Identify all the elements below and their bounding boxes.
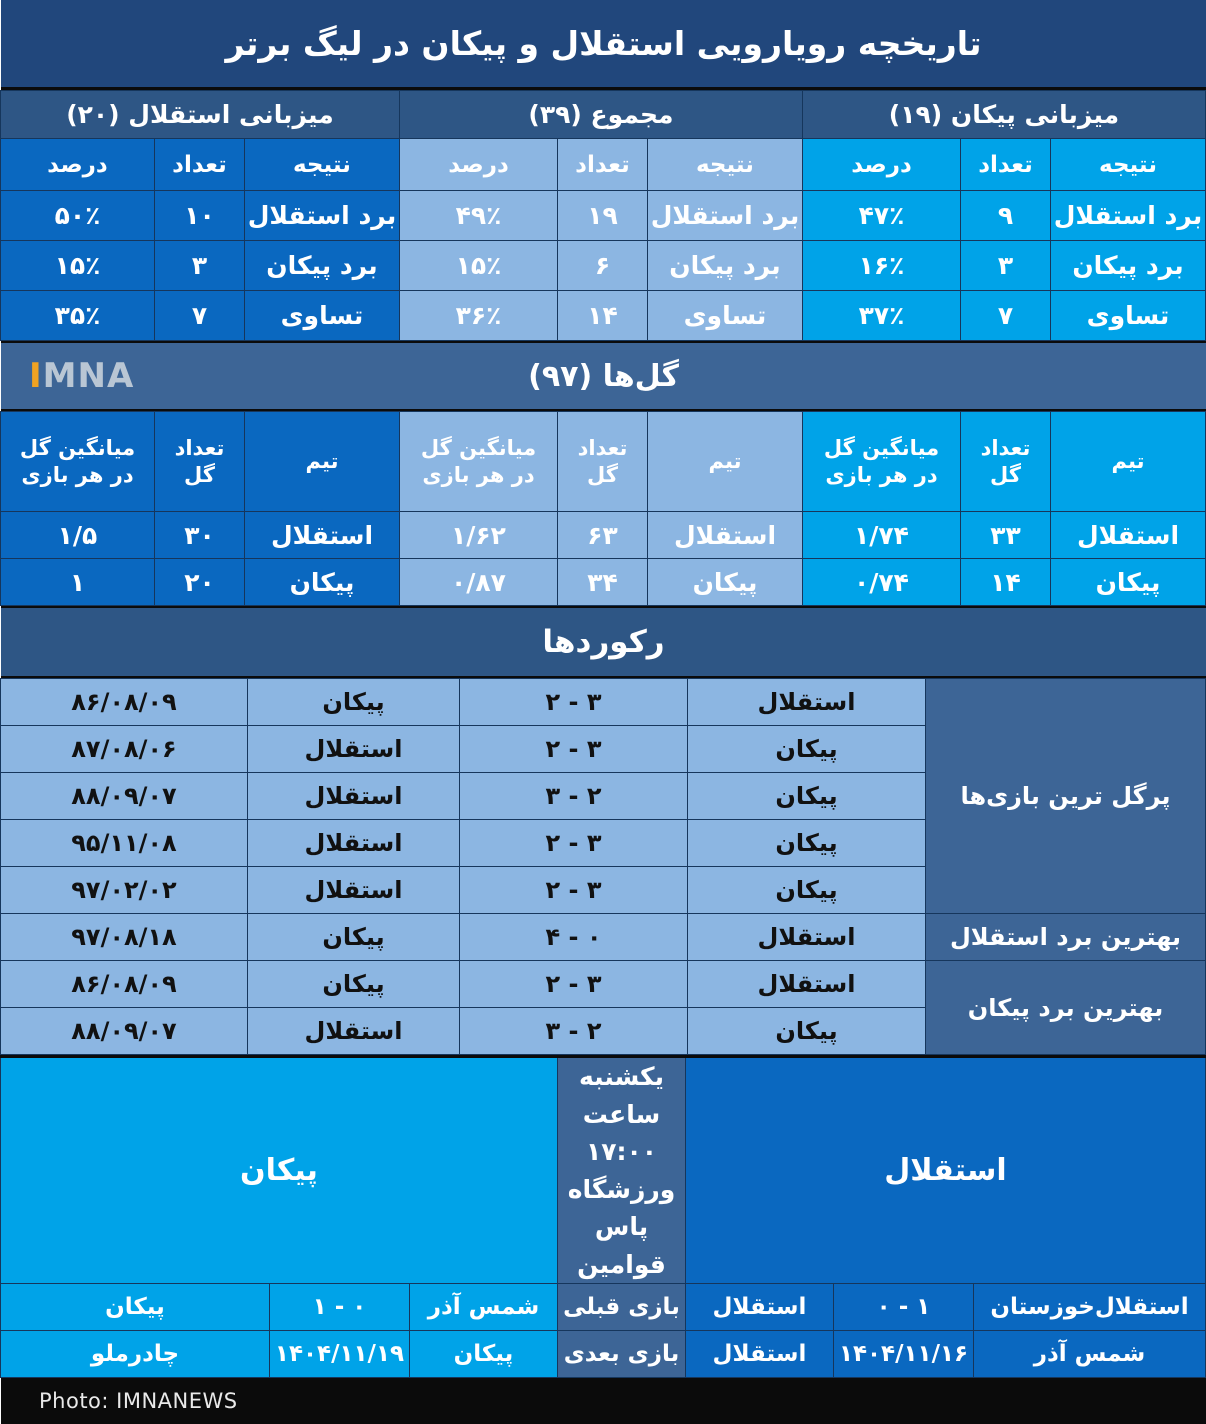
goals-header-title: گل‌ها (۹۷) (528, 358, 679, 394)
label-line-1: میانگین گل (19, 436, 136, 461)
cell-esteghlal-next-team: استقلال (685, 1331, 833, 1378)
col-header-count-total: تعداد (557, 139, 647, 191)
cell-result: تساوی (244, 291, 399, 341)
cell-goal-count: ۳۰ (155, 512, 245, 559)
col-header-team-esteghlal: تیم (245, 412, 400, 512)
cell-goal-count: ۳۴ (558, 559, 648, 606)
label-line-2: گل (587, 462, 618, 487)
col-header-count-paykan: تعداد (961, 139, 1051, 191)
goals-column-header-row (1, 412, 1206, 512)
results-group-header-row (0, 91, 1205, 139)
label-line-2: در هر بازی (21, 462, 134, 487)
cell-count: ۳ (154, 241, 244, 291)
cell-score: ۳ - ۲ (460, 820, 688, 867)
cell-goal-count: ۶۳ (558, 512, 648, 559)
cell-goal-avg: ۱ (1, 559, 155, 606)
cell-result: برد پیکان (1051, 241, 1206, 291)
cell-count: ۹ (961, 191, 1051, 241)
cell-date: ۸۶/۰۸/۰۹ (1, 679, 248, 726)
cell-percent: ۴۷٪ (802, 191, 960, 241)
table-row (0, 291, 1205, 341)
fixture-row-label-next: بازی بعدی (557, 1331, 685, 1378)
cell-away-team: استقلال (688, 679, 926, 726)
table-row (1, 679, 1206, 726)
cell-score: ۲ - ۳ (460, 1008, 688, 1055)
cell-esteghlal-next-date: ۱۴۰۴/۱۱/۱۶ (834, 1331, 974, 1378)
record-label-best-esteghlal: بهترین برد استقلال (926, 914, 1206, 961)
cell-date: ۹۷/۰۸/۱۸ (1, 914, 248, 961)
cell-percent: ۳۷٪ (802, 291, 960, 341)
cell-team: پیکان (648, 559, 803, 606)
col-header-team-paykan: تیم (1051, 412, 1206, 512)
cell-date: ۹۷/۰۲/۰۲ (1, 867, 248, 914)
goals-section-header (1, 341, 1206, 411)
fixture-kickoff-venue (557, 1057, 685, 1284)
cell-paykan-prev-score: ۰ - ۱ (269, 1284, 409, 1331)
results-column-header-row (0, 139, 1205, 191)
col-header-percent-paykan: درصد (802, 139, 960, 191)
logo-accent-letter: I (29, 356, 43, 396)
cell-paykan-next-date: ۱۴۰۴/۱۱/۱۹ (269, 1331, 409, 1378)
results-table (0, 90, 1206, 341)
fixture-previous-row (0, 1284, 1205, 1331)
photo-credit-bar (1, 1378, 1206, 1424)
label-line-1: میانگین گل (823, 436, 940, 461)
table-row (0, 241, 1205, 291)
records-table (0, 678, 1206, 1055)
cell-away-team: استقلال (688, 961, 926, 1008)
cell-home-team: پیکان (248, 914, 460, 961)
col-header-goal-avg-total (400, 412, 558, 512)
page-title: تاریخچه رویارویی استقلال و پیکان در لیگ برتر (225, 24, 982, 63)
label-line-2: در هر بازی (422, 462, 535, 487)
cell-score: ۳ - ۲ (460, 679, 688, 726)
cell-score: ۳ - ۲ (460, 726, 688, 773)
cell-count: ۷ (961, 291, 1051, 341)
cell-away-team: پیکان (688, 726, 926, 773)
cell-team: استقلال (1051, 512, 1206, 559)
cell-home-team: استقلال (248, 773, 460, 820)
cell-paykan-next-opponent: پیکان (409, 1331, 557, 1378)
cell-esteghlal-next-opponent: شمس آذر (974, 1331, 1206, 1378)
cell-home-team: استقلال (248, 726, 460, 773)
table-row (1, 559, 1206, 606)
cell-percent: ۱۶٪ (802, 241, 960, 291)
cell-team: پیکان (245, 559, 400, 606)
cell-result: برد استقلال (244, 191, 399, 241)
cell-score: ۳ - ۲ (460, 961, 688, 1008)
label-line-1: تعداد (577, 436, 628, 461)
cell-count: ۱۴ (557, 291, 647, 341)
fixture-next-row (0, 1331, 1205, 1378)
cell-esteghlal-prev-opponent: استقلال‌خوزستان (974, 1284, 1206, 1331)
imna-logo (29, 356, 135, 396)
col-header-percent-esteghlal: درصد (0, 139, 154, 191)
cell-away-team: پیکان (688, 1008, 926, 1055)
fixture-team-esteghlal: استقلال (685, 1057, 1205, 1284)
cell-result: برد پیکان (244, 241, 399, 291)
table-row (1, 961, 1206, 1008)
cell-home-team: استقلال (248, 867, 460, 914)
cell-away-team: پیکان (688, 867, 926, 914)
col-header-goal-count-esteghlal (155, 412, 245, 512)
records-section-header (1, 606, 1206, 678)
cell-count: ۱۰ (154, 191, 244, 241)
col-header-result-paykan: نتیجه (1051, 139, 1206, 191)
cell-score: ۰ - ۴ (460, 914, 688, 961)
cell-goal-avg: ۱/۷۴ (803, 512, 961, 559)
cell-team: پیکان (1051, 559, 1206, 606)
group-header-total: مجموع (۳۹) (399, 91, 802, 139)
fixture-row-label-previous: بازی قبلی (557, 1284, 685, 1331)
col-header-count-esteghlal: تعداد (154, 139, 244, 191)
cell-goal-count: ۳۳ (961, 512, 1051, 559)
photo-credit: Photo: IMNANEWS (39, 1389, 238, 1413)
label-line-2: گل (184, 462, 215, 487)
cell-goal-count: ۲۰ (155, 559, 245, 606)
fixture-header-row (0, 1057, 1205, 1284)
record-label-best-paykan: بهترین برد پیکان (926, 961, 1206, 1055)
cell-home-team: پیکان (248, 961, 460, 1008)
cell-result: تساوی (647, 291, 802, 341)
cell-paykan-prev-opponent: شمس آذر (409, 1284, 557, 1331)
cell-result: برد استقلال (1051, 191, 1206, 241)
cell-esteghlal-prev-score: ۱ - ۰ (834, 1284, 974, 1331)
cell-date: ۸۶/۰۸/۰۹ (1, 961, 248, 1008)
cell-result: تساوی (1051, 291, 1206, 341)
page-title-bar (1, 0, 1206, 90)
col-header-result-total: نتیجه (647, 139, 802, 191)
cell-percent: ۱۵٪ (399, 241, 557, 291)
records-header-title: رکوردها (542, 624, 665, 660)
cell-date: ۸۸/۰۹/۰۷ (1, 1008, 248, 1055)
table-row (0, 191, 1205, 241)
col-header-goal-count-total (558, 412, 648, 512)
logo-text: MNA (42, 356, 135, 396)
cell-score: ۳ - ۲ (460, 867, 688, 914)
table-row (1, 512, 1206, 559)
col-header-percent-total: درصد (399, 139, 557, 191)
col-header-result-esteghlal: نتیجه (244, 139, 399, 191)
record-label-most-goals: پرگل ترین بازی‌ها (926, 679, 1206, 914)
cell-percent: ۴۹٪ (399, 191, 557, 241)
infographic-page (1, 0, 1206, 1413)
cell-home-team: پیکان (248, 679, 460, 726)
table-row (1, 914, 1206, 961)
cell-away-team: پیکان (688, 773, 926, 820)
cell-percent: ۵۰٪ (0, 191, 154, 241)
label-line-1: تعداد (980, 436, 1031, 461)
fixture-kickoff: یکشنبه ساعت ۱۷:۰۰ (579, 1062, 664, 1166)
cell-count: ۶ (557, 241, 647, 291)
cell-percent: ۱۵٪ (0, 241, 154, 291)
cell-percent: ۳۵٪ (0, 291, 154, 341)
cell-paykan-prev-team: پیکان (0, 1284, 269, 1331)
cell-result: برد استقلال (647, 191, 802, 241)
cell-paykan-next-team: چادرملو (0, 1331, 269, 1378)
cell-goal-count: ۱۴ (961, 559, 1051, 606)
cell-home-team: استقلال (248, 1008, 460, 1055)
cell-count: ۷ (154, 291, 244, 341)
col-header-goal-avg-paykan (803, 412, 961, 512)
label-line-2: در هر بازی (825, 462, 938, 487)
goals-table (0, 411, 1206, 606)
group-header-paykan-home: میزبانی پیکان (۱۹) (802, 91, 1205, 139)
cell-goal-avg: ۱/۵ (1, 512, 155, 559)
label-line-1: میانگین گل (420, 436, 537, 461)
cell-count: ۳ (961, 241, 1051, 291)
cell-esteghlal-prev-team: استقلال (685, 1284, 833, 1331)
col-header-goal-count-paykan (961, 412, 1051, 512)
group-header-esteghlal-home: میزبانی استقلال (۲۰) (0, 91, 399, 139)
fixture-venue: ورزشگاه پاس قوامین (567, 1174, 676, 1279)
cell-result: برد پیکان (647, 241, 802, 291)
cell-home-team: استقلال (248, 820, 460, 867)
fixture-team-paykan: پیکان (0, 1057, 557, 1284)
cell-away-team: استقلال (688, 914, 926, 961)
cell-goal-avg: ۰/۸۷ (400, 559, 558, 606)
cell-goal-avg: ۱/۶۲ (400, 512, 558, 559)
cell-team: استقلال (245, 512, 400, 559)
cell-score: ۲ - ۳ (460, 773, 688, 820)
fixture-table (0, 1055, 1206, 1378)
label-line-1: تعداد (174, 436, 225, 461)
cell-count: ۱۹ (557, 191, 647, 241)
cell-goal-avg: ۰/۷۴ (803, 559, 961, 606)
cell-team: استقلال (648, 512, 803, 559)
cell-away-team: پیکان (688, 820, 926, 867)
cell-date: ۸۷/۰۸/۰۶ (1, 726, 248, 773)
cell-date: ۸۸/۰۹/۰۷ (1, 773, 248, 820)
cell-date: ۹۵/۱۱/۰۸ (1, 820, 248, 867)
col-header-goal-avg-esteghlal (1, 412, 155, 512)
cell-percent: ۳۶٪ (399, 291, 557, 341)
label-line-2: گل (990, 462, 1021, 487)
col-header-team-total: تیم (648, 412, 803, 512)
